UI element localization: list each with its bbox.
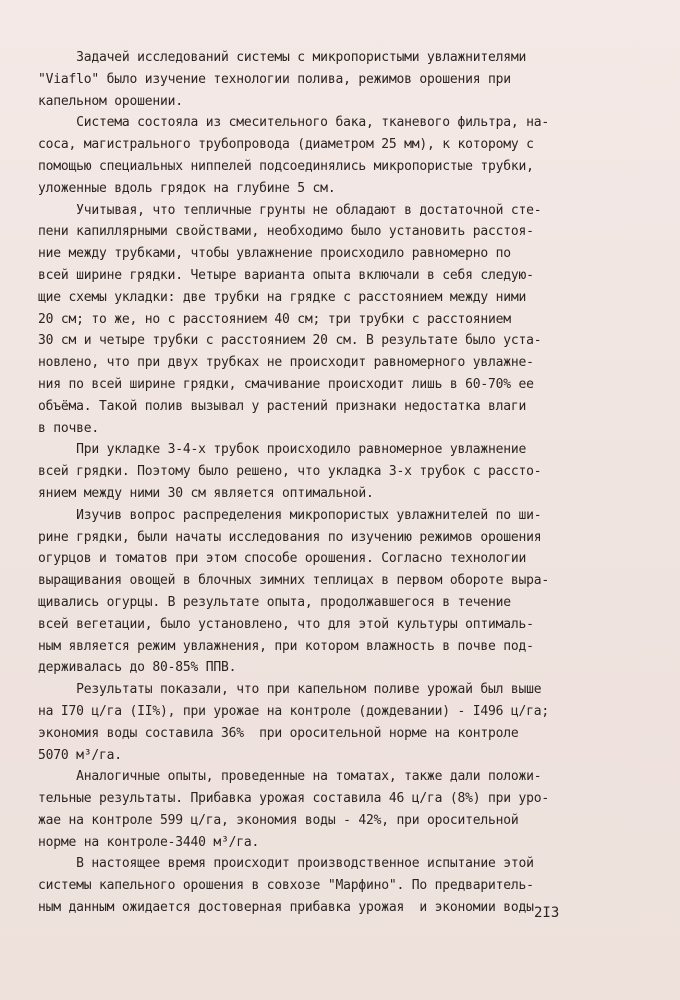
text-line: всей ширине грядки. Четыре варианта опыта включали в себя следую- xyxy=(38,267,534,283)
text-line: уложенные вдоль грядок на глубине 5 см. xyxy=(38,180,336,196)
text-line: щивались огурцы. В результате опыта, продолжавшегося в течение xyxy=(38,594,511,610)
text-line: норме на контроле-3440 м³/га. xyxy=(38,834,260,850)
body-text xyxy=(38,47,600,919)
paragraph xyxy=(38,47,600,112)
paragraph xyxy=(38,679,600,766)
text-line: Результаты показали, что при капельном поливе урожай был выше xyxy=(38,682,542,698)
text-line: В настоящее время происходит производственное испытание этой xyxy=(38,856,534,872)
text-line: ния по всей ширине грядки, смачивание происходит лишь в 60-70% ее xyxy=(38,376,534,392)
text-line: капельном орошении. xyxy=(38,93,183,109)
page-number: 2I3 xyxy=(534,905,560,921)
text-line: щие схемы укладки: две трубки на грядке с расстоянием между ними xyxy=(38,289,527,305)
text-line: объёма. Такой полив вызывал у растений признаки недостатка влаги xyxy=(38,398,527,414)
text-line: пени капиллярными свойствами, необходимо было установить расстоя- xyxy=(38,224,534,240)
text-line: помощью специальных ниппелей подсоединялись микропористые трубки, xyxy=(38,158,534,174)
text-line: выращивания овощей в блочных зимних теплицах в первом обороте выра- xyxy=(38,573,549,589)
paragraph xyxy=(38,439,600,504)
text-line: Система состояла из смесительного бака, тканевого фильтра, на- xyxy=(38,115,549,131)
text-line: экономия воды составила 36% при оросительной норме на контроле xyxy=(38,725,519,741)
paragraph xyxy=(38,505,600,679)
text-line: Задачей исследований системы с микропористыми увлажнителями xyxy=(38,50,527,65)
text-line: тельные результаты. Прибавка урожая составила 46 ц/га (8%) при уро- xyxy=(38,791,549,807)
paragraph xyxy=(38,112,600,199)
text-line: 5070 м³/га. xyxy=(38,747,122,763)
text-line: Изучив вопрос распределения микропористых увлажнителей по ши- xyxy=(38,507,542,523)
text-line: рине грядки, были начаты исследования по изучению режимов орошения xyxy=(38,529,542,545)
text-line: всей вегетации, было установлено, что для этой культуры оптималь- xyxy=(38,616,534,632)
text-line: ние между трубками, чтобы увлажнение происходило равномерно по xyxy=(38,246,511,262)
text-line: держивалась до 80-85% ППВ. xyxy=(38,660,237,676)
text-line: на I70 ц/га (II%), при урожае на контроле (дождевании) - I496 ц/га; xyxy=(38,703,549,719)
text-line: соса, магистрального трубопровода (диаметром 25 мм), к которому с xyxy=(38,137,534,153)
text-line: "Viaflo" было изучение технологии полива, режимов орошения при xyxy=(38,71,511,87)
text-line: При укладке 3-4-х трубок происходило равномерное увлажнение xyxy=(38,442,527,458)
text-line: 30 см и четыре трубки с расстоянием 20 см. В результате было уста- xyxy=(38,333,542,349)
text-line: янием между ними 30 см является оптимальной. xyxy=(38,485,374,501)
paragraph xyxy=(38,766,600,853)
text-line: огурцов и томатов при этом способе орошения. Согласно технологии xyxy=(38,551,527,567)
paragraph xyxy=(38,853,600,918)
text-line: Учитывая, что тепличные грунты не обладают в достаточной сте- xyxy=(38,202,542,218)
paragraph xyxy=(38,200,600,440)
text-line: в почве. xyxy=(38,420,100,436)
text-line: 20 см; то же, но с расстоянием 40 см; три трубки с расстоянием xyxy=(38,311,511,327)
text-line: жае на контроле 599 ц/га, экономия воды - 42%, при оросительной xyxy=(38,812,519,828)
text-line: ным данным ожидается достоверная прибавка урожая и экономии воды xyxy=(38,900,534,916)
text-line: новлено, что при двух трубках не происходит равномерного увлажне- xyxy=(38,355,534,371)
text-line: всей грядки. Поэтому было решено, что укладка 3-х трубок с рассто- xyxy=(38,464,542,480)
text-line: Аналогичные опыты, проведенные на томатах, также дали положи- xyxy=(38,769,542,785)
text-line: системы капельного орошения в совхозе "Марфино". По предваритель- xyxy=(38,878,534,894)
text-line: ным является режим увлажнения, при котором влажность в почве под- xyxy=(38,638,534,654)
